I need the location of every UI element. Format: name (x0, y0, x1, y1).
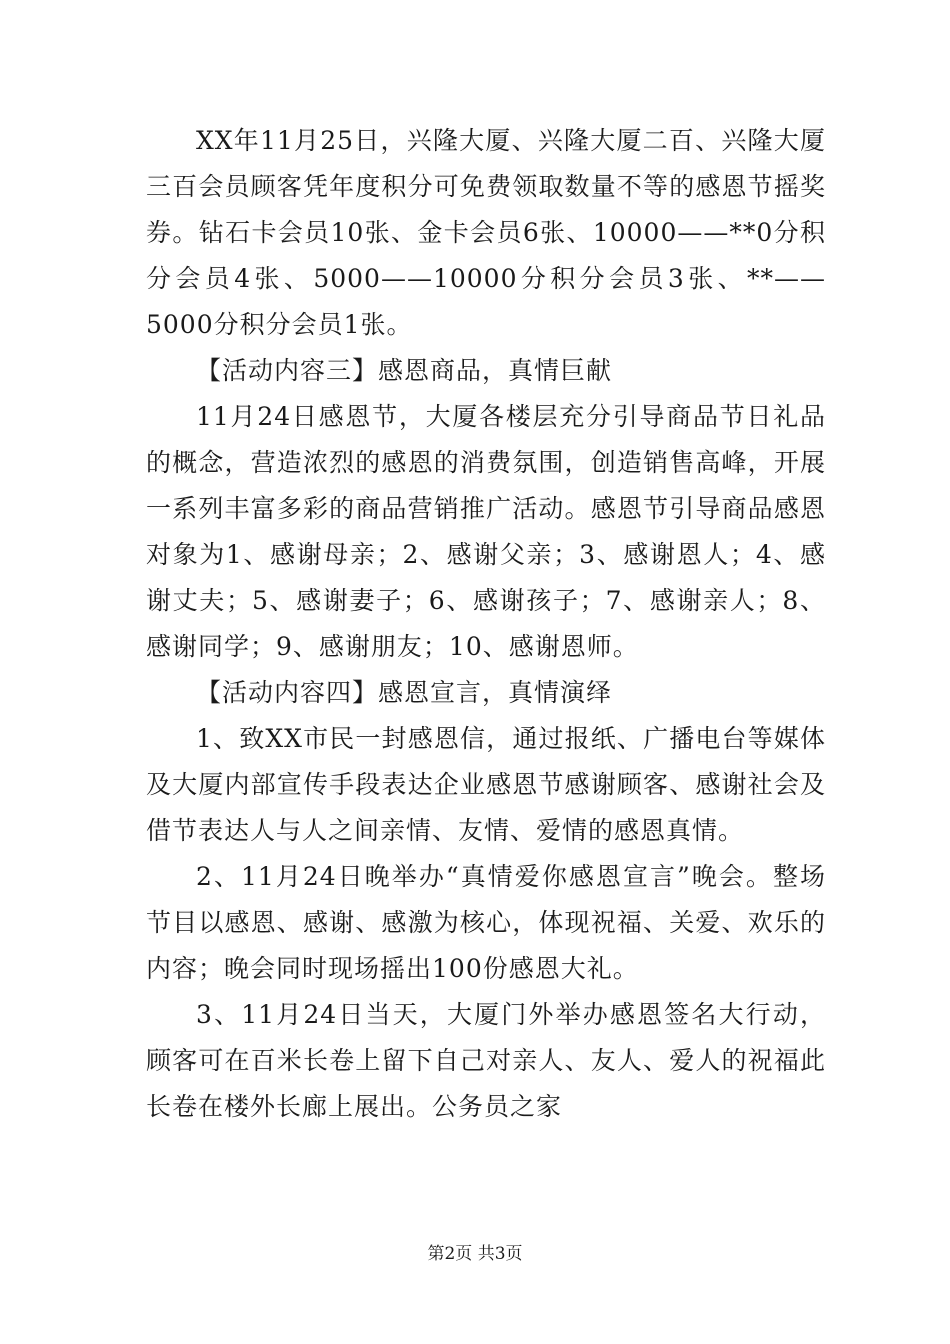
paragraph-evening-gala: 2、11月24日晚举办“真情爱你感恩宣言”晚会。整场节目以感恩、感谢、感激为核心，体现祝福、关爱、欢乐的内容；晚会同时现场摇出100份感恩大礼。 (146, 862, 826, 983)
paragraph-thanksgiving-products: 11月24日感恩节，大厦各楼层充分引导商品节日礼品的概念，营造浓烈的感恩的消费氛围，创造销售高峰，开展一系列丰富多彩的商品营销推广活动。感恩节引导商品感恩对象为1、感谢母亲；2、感谢父亲；3、感谢恩人；4、感谢丈夫；5、感谢妻子；6、感谢孩子；7、感谢亲人；8、感谢同学；9、感谢朋友；10、感谢恩师。 (146, 402, 826, 661)
page-number-footer: 第2页 共3页 (427, 1244, 523, 1264)
paragraph-thank-you-letter: 1、致XX市民一封感恩信，通过报纸、广播电台等媒体及大厦内部宣传手段表达企业感恩节感谢顾客、感谢社会及借节表达人与人之间亲情、友情、爱情的感恩真情。 (146, 724, 826, 845)
paragraph-membership-coupons: XX年11月25日，兴隆大厦、兴隆大厦二百、兴隆大厦三百会员顾客凭年度积分可免费领取数量不等的感恩节摇奖券。钻石卡会员10张、金卡会员6张、10000——**0分积分会员4张、5000——10000分积分会员3张、**——5000分积分会员1张。 (146, 126, 826, 339)
paragraph-signature-event: 3、11月24日当天，大厦门外举办感恩签名大行动，顾客可在百米长卷上留下自己对亲人、友人、爱人的祝福此长卷在楼外长廊上展出。公务员之家 (146, 1000, 826, 1121)
heading-activity-four: 【活动内容四】感恩宣言，真情演绎 (196, 678, 613, 707)
heading-activity-three: 【活动内容三】感恩商品，真情巨献 (196, 356, 613, 385)
document-body (146, 118, 826, 1130)
